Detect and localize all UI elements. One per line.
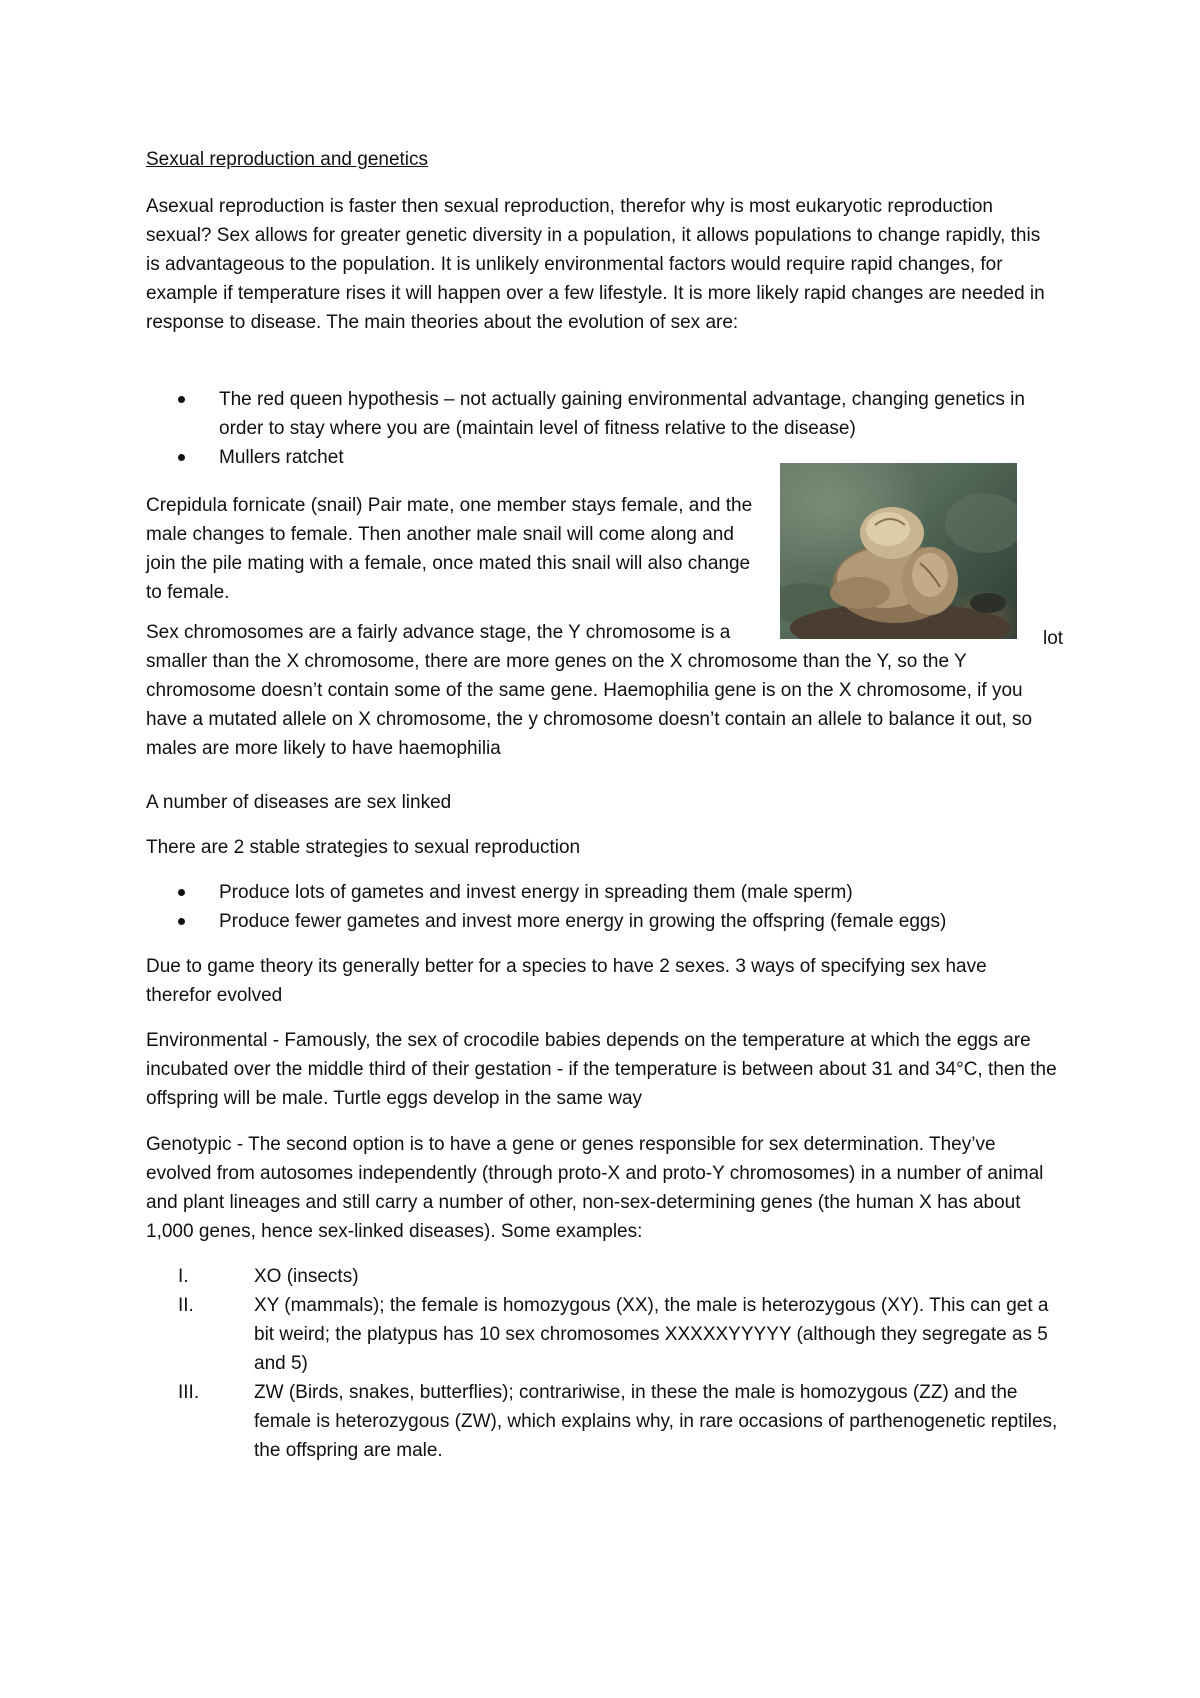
genotypic-paragraph: Genotypic - The second option is to have a gene or genes responsible for sex determination. They’ve evolved from autosomes independently (through proto-X and proto-Y chromosomes) in a number of animal and plant lineages and still carry a number of other, non-sex-determining genes (the human X has about 1,000 genes, hence sex-linked diseases). Some examples: [146,1134,1044,1242]
bullet-icon [178,396,185,403]
list-item: I. XO (insects) [178,1266,359,1287]
strategies-list [146,878,1066,936]
list-item: Produce fewer gametes and invest more energy in growing the offspring (female eggs) [146,907,1066,936]
game-theory-paragraph: Due to game theory its generally better for a species to have 2 sexes. 3 ways of specifying sex have therefor evolved [146,956,987,1006]
bullet-icon [178,918,185,925]
intro-paragraph: Asexual reproduction is faster then sexual reproduction, therefor why is most eukaryotic reproduction sexual? Sex allows for greater genetic diversity in a population, it allows populations to change rapidly, this is advantageous to the population. It is unlikely environmental factors would require rapid changes, for example if temperature rises it will happen over a few lifestyle. It is more likely rapid changes are needed in response to disease. The main theories about the evolution of sex are: [146,196,1045,333]
bullet-icon [178,454,185,461]
environmental-paragraph: Environmental - Famously, the sex of crocodile babies depends on the temperature at which the eggs are incubated over the middle third of their gestation - if the temperature is between about 31 and 34°C, then the offspring will be male. Turtle eggs develop in the same way [146,1030,1057,1109]
examples-list [146,1262,1066,1465]
crepidula-paragraph: Crepidula fornicate (snail) Pair mate, one member stays female, and the male changes to female. Then another male snail will come along and join the pile mating with a female, once mated this snail will also change to female. [146,495,753,603]
theories-list [146,385,1066,472]
list-item: Produce lots of gametes and invest energy in spreading them (male sperm) [146,878,1066,907]
list-item: III. ZW (Birds, snakes, butterflies); contrariwise, in these the male is homozygous (ZZ) and the female is heterozygous (ZW), which explains why, in rare occasions of parthenogenetic reptiles, the offspring are male. [178,1382,1058,1461]
document-title: Sexual reproduction and genetics [146,149,429,170]
sex-chromosomes-paragraph: smaller than the X chromosome, there are more genes on the X chromosome than the Y, so the Y chromosome doesn’t contain some of the same gene. Haemophilia gene is on the X chromosome, if you have a mutated allele on X chromosome, the y chromosome doesn’t contain an allele to balance it out, so males are more likely to have haemophilia [146,651,1033,759]
list-item: II. XY (mammals); the female is homozygous (XX), the male is heterozygous (XY). This can get a bit weird; the platypus has 10 sex chromosomes XXXXXYYYYY (although they segregate as 5 and 5) [178,1295,1049,1374]
snail-photo [780,463,1017,639]
sex-chromosomes-lot: lot [1043,628,1064,649]
strategies-intro: There are 2 stable strategies to sexual reproduction [146,837,581,858]
list-item: The red queen hypothesis – not actually gaining environmental advantage, changing genetics in order to stay where you are (maintain level of fitness relative to the disease) [146,385,1066,443]
sex-linked-paragraph: A number of diseases are sex linked [146,792,452,813]
bullet-icon [178,889,185,896]
sex-chromosomes-lead: Sex chromosomes are a fairly advance stage, the Y chromosome is a [146,622,731,643]
list-item: Mullers ratchet [146,443,1066,472]
